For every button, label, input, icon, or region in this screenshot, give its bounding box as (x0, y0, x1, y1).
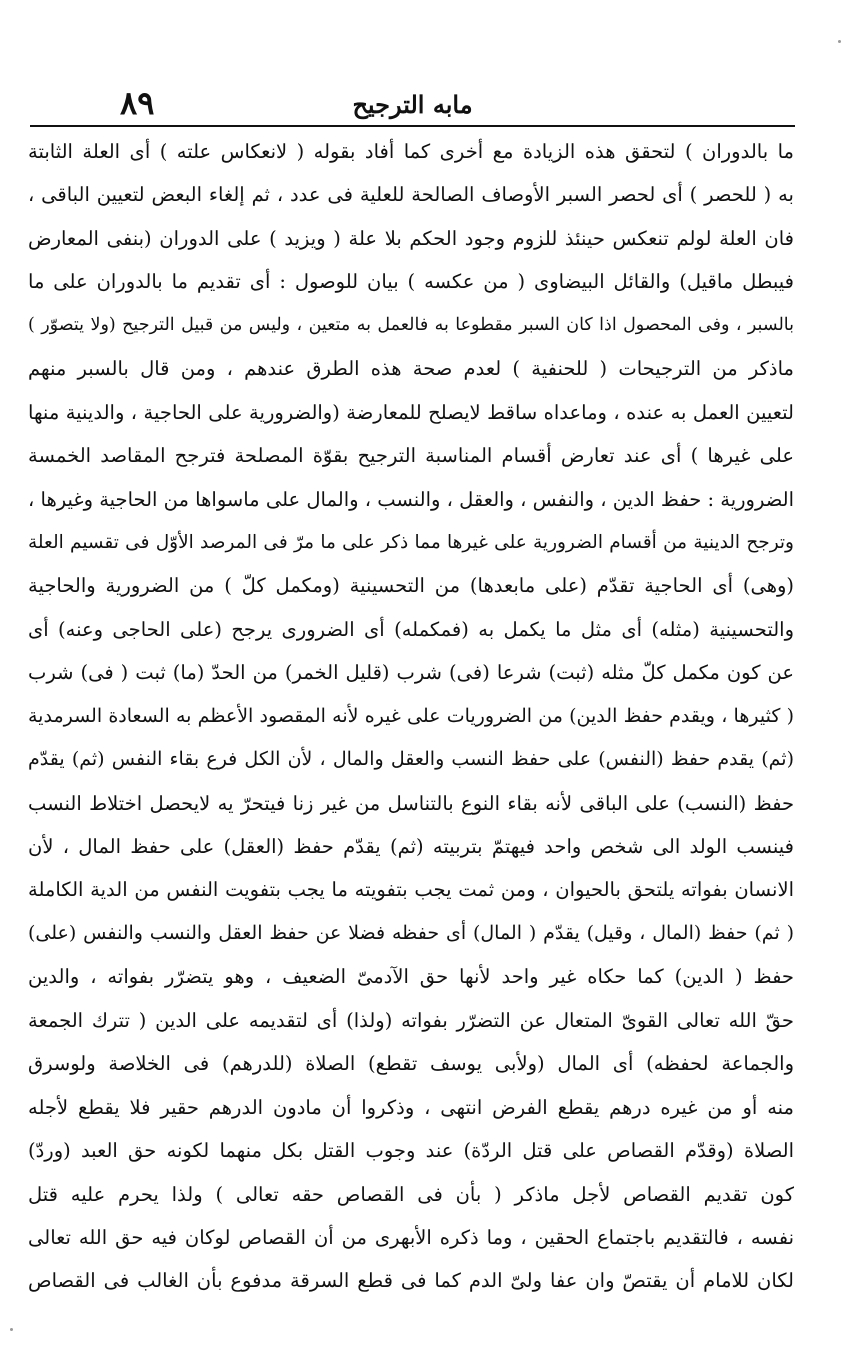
text-line: (ثم) يقدم حفظ (النفس) على حفظ النسب والعقل والمال ، لأن الكل فرع بقاء النفس (ثم) يقدّم (28, 748, 794, 771)
text-line: فان العلة لولم تنعكس حينئذ للزوم وجود الحكم بلا علة ( ويزيد ) على الدوران (بنفى المعارض (28, 226, 794, 250)
body-text (28, 130, 794, 1303)
text-line: الضرورية : حفظ الدين ، والنفس ، والعقل ، والنسب ، والمال على ماسواها من الحاجية وغيرها ، (28, 487, 794, 511)
text-line: الصلاة (وقدّم القصاص على قتل الردّة) عند وجوب القتل بكل منهما لكونه حق العبد (وردّ) (28, 1139, 794, 1163)
text-line: منه أو من غيره درهم يقطع الفرض انتهى ، وذكروا أن مادون الدرهم حقير فلا يقطع لأجله (28, 1095, 794, 1119)
text-line: والتحسينية (مثله) أى مثل ما يكمل به (فمكمله) أى الضرورى يرجح (على الحاجى وعنه) أى (28, 617, 794, 641)
text-line: حفظ (النسب) على الباقى لأنه بقاء النوع بالتناسل من غير زنا فيتحرّ يه لايحصل اختلاط النسب (28, 791, 794, 815)
text-line: حقّ الله تعالى القوىّ المتعال عن التضرّر بفواته (ولذا) أى لتقديمه على الدين ( تترك الجمعة (28, 1008, 794, 1032)
text-line: كون تقديم القصاص لأجل ماذكر ( بأن فى القصاص حقه تعالى ) ولذا يحرم عليه قتل (28, 1182, 794, 1206)
running-title: مابه الترجيح (352, 90, 473, 119)
text-line: (وهى) أى الحاجية تقدّم (على مابعدها) من التحسينية (ومكمل كلّ ) من الضرورية والحاجية (28, 574, 794, 598)
text-line: لتعيين العمل به عنده ، وماعداه ساقط لايصلح للمعارضة (والضرورية على الحاجية ، والدينية منها (28, 400, 794, 424)
header-rule (30, 125, 795, 127)
text-line: ( كثيرها ، ويقدم حفظ الدين) من الضروريات على غيره لأنه المقصود الأعظم به السعادة السرمدية (28, 704, 794, 727)
text-line: وترجح الدينية من أقسام الضرورية على غيرها مما ذكر على ما مرّ فى المرصد الأوّل فى تقسيم العلة (28, 531, 794, 553)
text-line: الانسان بفواته يلتحق بالحيوان ، ومن ثمت يجب بتفويته ما يجب بتفويت النفس من الدية الكاملة (28, 878, 794, 902)
text-line: على غيرها ) أى عند تعارض أقسام المناسبة الترجيح بقوّة المصلحة فترجح المقاصد الخمسة (28, 444, 794, 468)
text-line: حفظ ( الدين) كما حكاه غير واحد لأنها حق الآدمىّ الضعيف ، وهو يتضرّر بفواته ، والدين (28, 965, 794, 989)
text-line: بالسبر ، وفى المحصول اذا كان السبر مقطوعا به فالعمل به متعين ، وليس من قبيل الترجيح (ولا يتصوّر ) (28, 314, 794, 335)
page-header (30, 84, 795, 124)
text-line: والجماعة لحفظه) أى المال (ولأبى يوسف تقطع) الصلاة (للدرهم) فى الخلاصة ولوسرق (28, 1052, 794, 1076)
text-line: فيبطل ماقيل) والقائل البيضاوى ( من عكسه ) بيان للوصول : أى تقديم ما بالدوران على ما (28, 270, 794, 294)
text-line: ماذكر من الترجيحات ( للحنفية ) لعدم صحة هذه الطرق عندهم ، ومن قال بالسبر منهم (28, 357, 794, 381)
scan-speck (838, 40, 841, 43)
text-line: ( ثم) حفظ (المال ، وقيل) يقدّم ( المال) أى حفظه فضلا عن حفظ العقل والنسب والنفس (على) (28, 921, 794, 944)
page-number: ٨٩ (120, 84, 155, 122)
text-line: عن كون مكمل كلّ مثله (ثبت) شرعا (فى) شرب (قليل الخمر) من الحدّ (ما) ثبت ( فى) شرب (28, 661, 794, 685)
text-line: فينسب الولد الى شخص واحد فيهتمّ بتربيته (ثم) يقدّم حفظ (العقل) على حفظ المال ، لأن (28, 835, 794, 858)
text-line: ما بالدوران ) لتحقق هذه الزيادة مع أخرى كما أفاد بقوله ( لانعكاس علته ) أى العلة الثابتة (28, 140, 794, 163)
text-line: نفسه ، فالتقديم باجتماع الحقين ، وما ذكره الأبهرى من أن القصاص لوكان فيه حق الله تعالى (28, 1225, 794, 1249)
scan-speck (10, 1328, 13, 1331)
text-line: لكان للامام أن يقتصّ وان عفا ولىّ الدم كما فى قطع السرقة مدفوع بأن الغالب فى القصاص (28, 1269, 794, 1293)
text-line: به ( للحصر ) أى لحصر السبر الأوصاف الصالحة للعلية فى عدد ، ثم إلغاء البعض لتعيين الباقى ، (28, 183, 794, 207)
